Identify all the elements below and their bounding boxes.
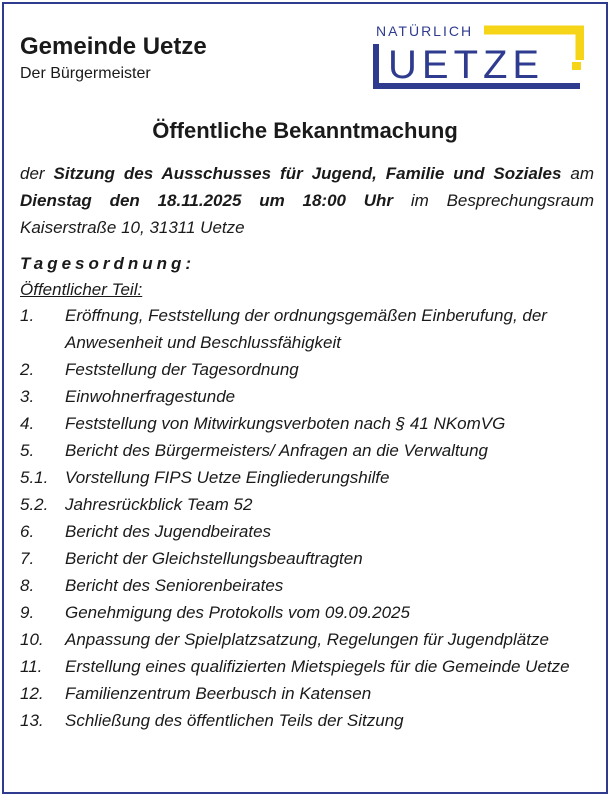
agenda-item-number: 5.1. [20,468,49,487]
agenda-item-number: 5.2. [20,495,49,514]
agenda-item-number: 11. [20,657,43,676]
agenda-item [20,707,600,734]
agenda-item [20,464,600,491]
agenda-item-number: 9. [20,603,35,622]
meeting-location: im Besprechungsraum Kaiserstraße 10, 31311 Uetze [20,191,594,237]
agenda-item [20,491,600,518]
logo-top-text: NATÜRLICH [376,23,474,39]
meeting-intro [20,160,594,241]
uetze-logo [372,22,584,92]
agenda-item-number: 5. [20,441,35,460]
intro-text-1: der [20,164,54,183]
agenda-item [20,518,600,545]
agenda-item-number: 2. [20,360,35,379]
agenda-item [20,356,600,383]
agenda-item-text: Familienzentrum Beerbusch in Katensen [65,684,372,703]
agenda-item [20,383,600,410]
agenda-item-number: 6. [20,522,35,541]
agenda-item-text: Bericht des Seniorenbeirates [65,576,284,595]
agenda-item [20,572,600,599]
agenda-item-number: 13. [20,711,44,730]
agenda-item-text: Schließung des öffentlichen Teils der Sitzung [65,711,404,730]
agenda-list [20,302,600,734]
organization-name: Gemeinde Uetze [20,33,207,60]
agenda-item-text: Bericht des Bürgermeisters/ Anfragen an die Verwaltung [65,441,489,460]
agenda-item [20,437,600,464]
agenda-item-text: Erstellung eines qualifizierten Mietspiegels für die Gemeinde Uetze [65,657,570,676]
public-section-label: Öffentlicher Teil: [20,280,143,299]
agenda-item-text: Jahresrückblick Team 52 [65,495,253,514]
agenda-item-text: Anpassung der Spielplatzsatzung, Regelungen für Jugendplätze [65,630,549,649]
letterhead [20,32,207,84]
agenda-item-text: Bericht des Jugendbeirates [65,522,272,541]
page-title: Öffentliche Bekanntmachung [152,118,458,143]
agenda-item-text: Genehmigung des Protokolls vom 09.09.2025 [65,603,410,622]
agenda-item-text: Einwohnerfragestunde [65,387,236,406]
agenda-item-number: 1. [20,306,35,325]
uetze-logo-graphic [372,22,584,92]
agenda-item-text: Feststellung der Tagesordnung [65,360,299,379]
agenda-item-text: Vorstellung FIPS Uetze Eingliederungshilfe [65,468,390,487]
agenda-item [20,626,600,653]
meeting-name: Sitzung des Ausschusses für Jugend, Familie und Soziales [53,164,562,183]
agenda-item [20,545,600,572]
agenda-item-text: Feststellung von Mitwirkungsverboten nach § 41 NKomVG [65,414,506,433]
agenda-item-number: 3. [20,387,35,406]
agenda-item [20,653,600,680]
agenda-item-number: 7. [20,549,35,568]
agenda-item-number: 12. [20,684,44,703]
meeting-date: Dienstag den 18.11.2025 um 18:00 Uhr [20,191,394,210]
agenda-item [20,410,600,437]
agenda-item-text: Bericht der Gleichstellungsbeauftragten [65,549,363,568]
agenda-item-text: Eröffnung, Feststellung der ordnungsgemäßen Einberufung, der Anwesenheit und Beschlussfähigkeit [65,306,547,352]
logo-main-text: UETZE [388,43,545,87]
agenda-item [20,599,600,626]
issuer-title: Der Bürgermeister [20,65,151,82]
agenda-item-number: 8. [20,576,35,595]
agenda-item-number: 10. [20,630,44,649]
intro-text-2: am [561,164,595,183]
agenda-heading: Tagesordnung: [20,254,196,273]
agenda-item [20,680,600,707]
agenda-item-number: 4. [20,414,35,433]
agenda-item [20,302,600,356]
